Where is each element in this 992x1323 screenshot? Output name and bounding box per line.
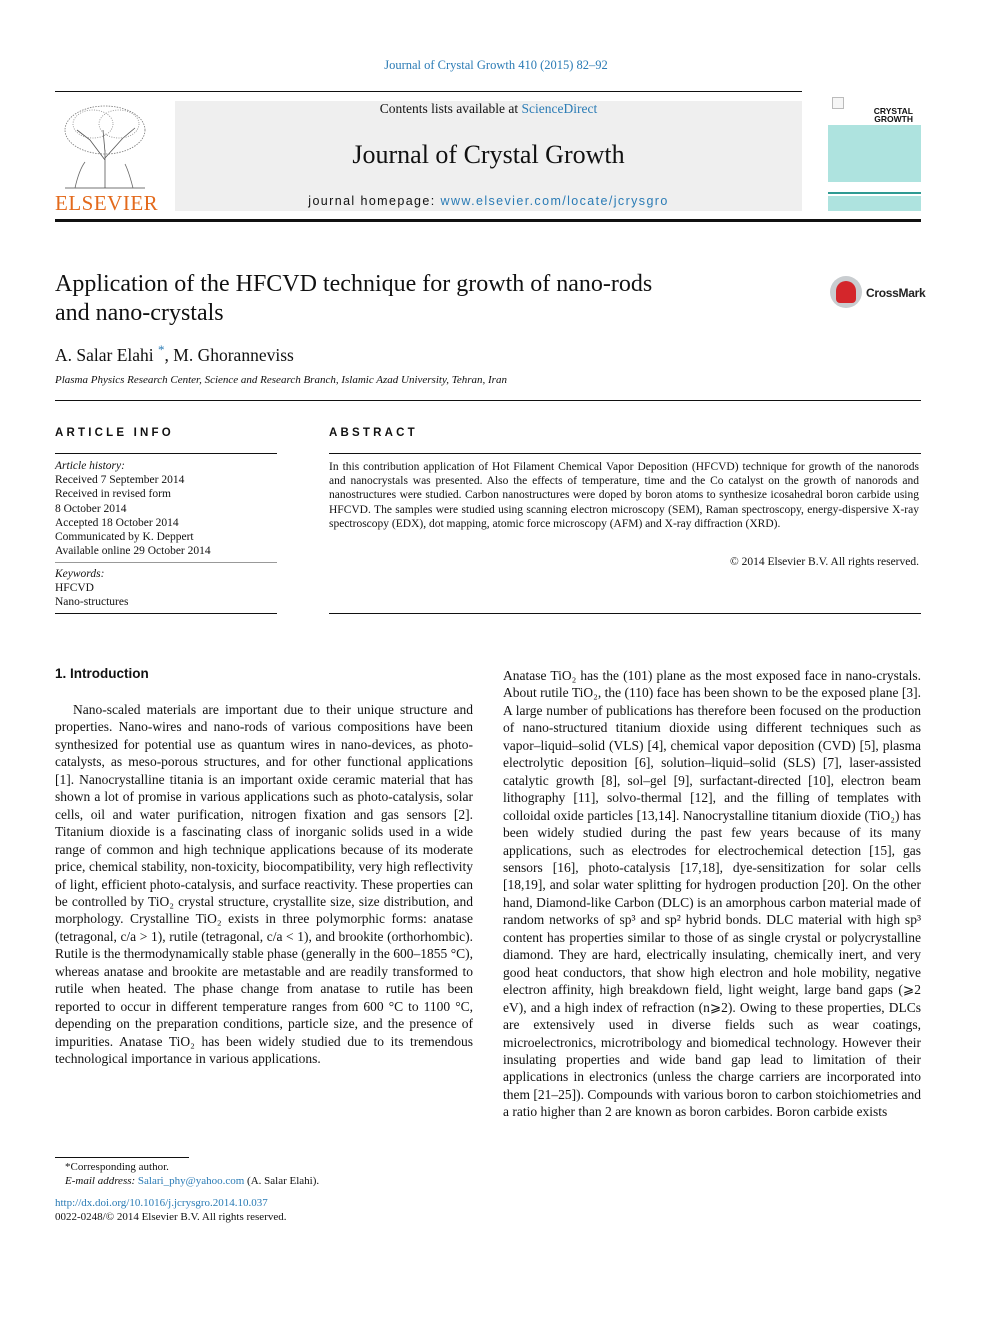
author-name[interactable]: A. Salar Elahi <box>55 344 154 365</box>
contents-line <box>175 101 802 117</box>
history-line: Received 7 September 2014 <box>55 474 185 487</box>
homepage-prefix: journal homepage: <box>308 194 441 208</box>
section-heading-introduction: 1. Introduction <box>55 666 149 681</box>
affiliation-rule <box>55 400 921 401</box>
history-line: Accepted 18 October 2014 <box>55 516 179 529</box>
email-label: E-mail address: <box>65 1175 138 1187</box>
abstract-text: In this contribution application of Hot Filament Chemical Vapor Deposition (HFCVD) technique for growth of the nanorods and nanocrystals was presented. Also the effects of temperature, time and the Co catalyst on the growth of nanorods and nanostructures were studied. Carbon nanostructures were doped by boron atoms to synthesize icosahedral boron carbide using HFCVD. The samples were studied using scanning electron microscopy (SEM), Raman spectroscopy, energy-dispersive X-ray spectroscopy (EDX), dot mapping, atomic force microscopy (AFM) and X-ray diffraction (XRD). <box>329 461 919 530</box>
intro-right-column <box>503 667 921 1121</box>
keyword[interactable]: HFCVD <box>55 582 94 595</box>
history-line: Received in revised form <box>55 488 171 501</box>
article-info-heading: ARTICLE INFO <box>55 427 174 439</box>
history-line: 8 October 2014 <box>55 502 127 515</box>
history-line: Communicated by K. Deppert <box>55 531 194 544</box>
article-history <box>55 459 277 558</box>
article-title-line1: Application of the HFCVD technique for growth of nano-rods <box>55 271 653 297</box>
cover-strip <box>828 196 921 211</box>
cover-title: CRYSTAL GROWTH <box>873 106 913 124</box>
keyword[interactable]: Nano-structures <box>55 596 129 609</box>
email-note <box>55 1174 475 1188</box>
email-owner: (A. Salar Elahi). <box>244 1175 320 1187</box>
intro-left-column <box>55 701 473 1068</box>
journal-title: Journal of Crystal Growth <box>352 140 625 169</box>
affiliation: Plasma Physics Research Center, Science and Research Branch, Islamic Azad University, Tehran, Iran <box>55 374 507 386</box>
header-top-rule <box>55 91 802 92</box>
footnotes <box>55 1160 475 1224</box>
intro-paragraph: Anatase TiO₂ has the (101) plane as the most exposed face in nano-crystals. About rutile TiO₂, the (110) face has been shown to be the exposed plane [3]. A large number of publications has therefore been focused on the production of nano-structured titanium dioxide using different techniques such as vapor–liquid–solid (VLS) [4], chemical vapor deposition (CVD) [5], plasma electrolytic deposition [6], solution–liquid–solid (SLS) [7], laser-assisted catalytic growth [8], sol–gel [9], surfactant-directed [10], electron beam lithography [11], solvo-thermal [12], and the filling of templates with colloidal oxide particles [13,14]. Nanocrystalline titanium dioxide (TiO₂) has been widely studied during the past few years because of its many applications, such as electrodes for electrochemical detection [15], gas sensors [16], photo-catalysis [17,18], dye-sensitization for solar cells [18,19], and solar water splitting for hydrogen production [20]. On the other hand, Diamond-like Carbon (DLC) is an amorphous carbon material made of random networks of sp³ and sp² hybrid bonds. DLC material with high sp³ content has properties similar to those of as single crystal or polycrystalline diamond. They are hard, electrically insulating, chemically inert, and very good heat conductors, that show high electron and hole mobility, negative electron affinity, high breakdown field, light weight, large band gaps (⩾2 eV), and a high index of refraction (n⩾2). Owing to these properties, DLCs are extensively used in diverse fields such as wear coatings, microelectronics, microtribology and biomedical technology. However their insulating properties and wide band gap lead to limitation of their applications in electronics (unless the charge carriers are incorporated into them [21–25]). Compounds with various boron to carbon stoichiometries and a ratio higher than 2 are known as boron carbides. Boron carbide exists <box>503 668 921 1120</box>
footnote-mark: * <box>65 1161 71 1173</box>
journal-homepage <box>175 194 802 208</box>
article-info-bottom-rule <box>55 613 277 614</box>
sciencedirect-link[interactable]: ScienceDirect <box>521 101 598 116</box>
article-info-rule <box>55 453 277 454</box>
contents-prefix: Contents lists available at <box>379 101 522 116</box>
author-name[interactable]: M. Ghoranneviss <box>173 344 294 365</box>
homepage-link[interactable]: www.elsevier.com/locate/jcrysgro <box>440 194 669 208</box>
article-history-label: Article history: <box>55 460 125 472</box>
keywords-label: Keywords: <box>55 568 105 580</box>
author-separator: , <box>164 344 174 365</box>
article-title-line2: and nano-crystals <box>55 300 224 326</box>
article-title <box>55 270 755 328</box>
issn-line: 0022-0248/© 2014 Elsevier B.V. All rights reserved. <box>55 1211 287 1223</box>
cover-divider <box>828 192 921 194</box>
corresponding-author-mark[interactable]: * <box>158 342 165 357</box>
crossmark-label[interactable]: CrossMark <box>866 286 926 300</box>
abstract-heading: ABSTRACT <box>329 427 418 439</box>
header-bottom-rule <box>55 219 921 222</box>
keywords-rule <box>55 562 277 563</box>
footnote-rule <box>55 1157 189 1158</box>
keywords <box>55 567 277 610</box>
author-list <box>55 342 294 366</box>
corresponding-author-note <box>55 1160 475 1174</box>
cover-image[interactable] <box>828 125 921 182</box>
corresponding-author-text: Corresponding author. <box>70 1161 169 1173</box>
elsevier-tree-logo <box>55 100 155 190</box>
abstract-bottom-rule <box>329 613 921 614</box>
abstract-rule <box>329 453 921 454</box>
intro-paragraph: Nano-scaled materials are important due to their unique structure and properties. Nano-wires and nano-rods of various compositions have been synthesized for potential use as quantum wires in nano-devices, as photo-catalysts, as meso-porous structures, and for other functional applications [1]. Nanocrystalline titania is an important oxide ceramic material that has shown a lot of promise in various applications such as photo-catalysis, solar cells, oil and water purification, nitrogen fixation and gas sensors [2]. Titanium dioxide is a fascinating class of inorganic solids used in a wide range of common and high technique applications because of its moderate price, chemical stability, non-toxicity, biocompatibility, very high reflectivity of light, efficient photo-catalysis, and surface reactivity. These properties can be controlled by TiO₂ crystal structure, crystallite size, size distribution, and morphology. Crystalline TiO₂ exists in three polymorphic forms: anatase (tetragonal, c/a > 1), rutile (tetragonal, c/a < 1), and brookite (orthorhombic). Rutile is the thermodynamically stable phase (generally in the 600–1855 °C), whereas anatase and brookite are metastable and are readily transformed to rutile when heated. The phase change from anatase to rutile has been reported to occur in different temperature ranges from 600 °C to 1100 °C, depending on the preparation conditions, particle size, and the presence of impurities. Anatase TiO₂ has been widely studied due to its tremendous technological importance in various applications. <box>55 702 473 1067</box>
crossmark-ribbon-icon <box>836 281 856 303</box>
doi-link[interactable]: http://dx.doi.org/10.1016/j.jcrysgro.2014.10.037 <box>55 1197 268 1209</box>
elsevier-wordmark[interactable]: ELSEVIER <box>55 191 159 215</box>
history-line: Available online 29 October 2014 <box>55 545 211 558</box>
email-link[interactable]: Salari_phy@yahoo.com <box>137 1175 245 1187</box>
abstract-copyright: © 2014 Elsevier B.V. All rights reserved. <box>730 556 919 568</box>
journal-citation[interactable]: Journal of Crystal Growth 410 (2015) 82–92 <box>384 58 608 72</box>
